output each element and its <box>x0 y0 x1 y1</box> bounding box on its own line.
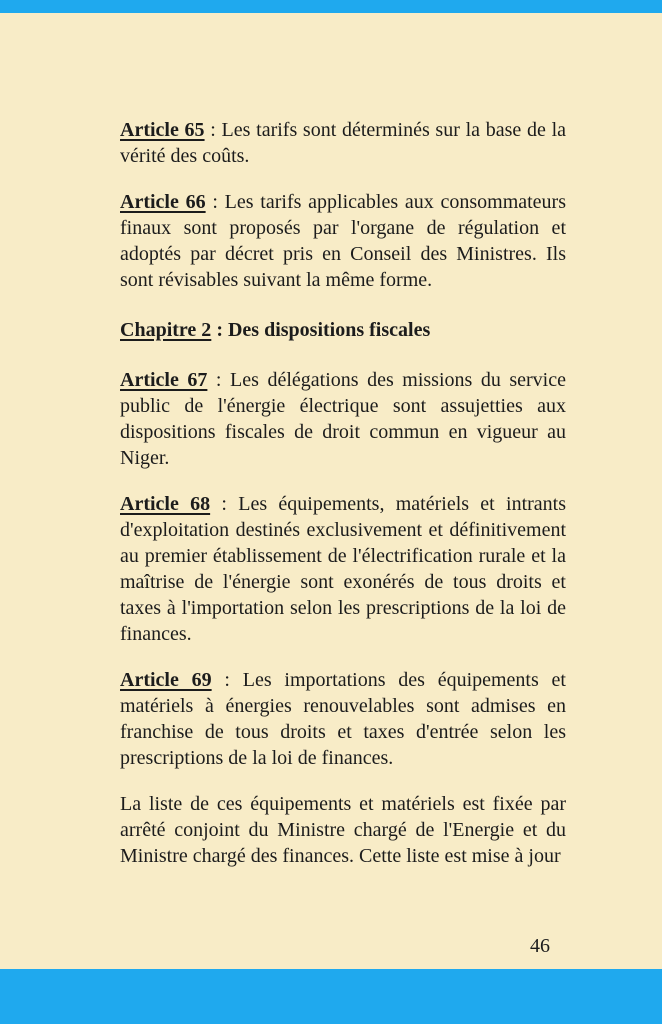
label-separator: : <box>204 119 222 141</box>
article-68-body: Les équipements, matériels et intrants d'exploitation destinés exclusivement et définitivement au premier établissement de l'électrification rurale et la maîtrise de l'énergie sont exonérés de tous droits et taxes à l'importation selon les prescriptions de la loi de finances. <box>120 493 567 645</box>
equipment-list-body: La liste de ces équipements et matériels est fixée par arrêté conjoint du Ministre chargé de l'Energie et du Ministre chargé des finances. Cette liste est mise à jour <box>120 793 566 867</box>
article-69-body: Les importations des équipements et matériels à énergies renouvelables sont admises en franchise de tous droits et taxes d'entrée selon les prescriptions de la loi de finances. <box>120 669 566 769</box>
page-number: 46 <box>530 935 550 957</box>
paragraph-article-67 <box>120 367 566 471</box>
label-separator: : <box>211 319 228 341</box>
label-separator: : <box>205 191 225 213</box>
chapter-heading <box>120 317 566 343</box>
bottom-border-bar <box>0 969 662 1024</box>
paragraph-article-65 <box>120 117 566 169</box>
article-65-label: Article 65 <box>120 119 205 141</box>
label-separator: : <box>211 669 243 691</box>
top-border-bar <box>0 0 662 13</box>
paragraph-article-66 <box>120 189 566 293</box>
chapter-heading-label: Chapitre 2 <box>120 319 212 341</box>
paragraph-equipment-list <box>120 791 566 869</box>
article-65-body: Les tarifs sont déterminés sur la base de la vérité des coûts. <box>120 119 566 167</box>
chapter-heading-title: Des dispositions fiscales <box>227 319 431 341</box>
label-separator: : <box>207 369 231 391</box>
page-content <box>120 117 566 889</box>
article-67-body: Les délégations des missions du service public de l'énergie électrique sont assujetties aux dispositions fiscales de droit commun en vigueur au Niger. <box>120 369 566 469</box>
paragraph-article-68 <box>120 491 566 647</box>
label-separator: : <box>210 493 239 515</box>
article-67-label: Article 67 <box>120 369 208 391</box>
article-68-label: Article 68 <box>120 493 211 515</box>
paragraph-article-69 <box>120 667 566 771</box>
article-66-label: Article 66 <box>120 191 206 213</box>
article-69-label: Article 69 <box>120 669 212 691</box>
article-66-body: Les tarifs applicables aux consommateurs finaux sont proposés par l'organe de régulation et adoptés par décret pris en Conseil des Ministres. Ils sont révisables suivant la même forme. <box>120 191 566 291</box>
